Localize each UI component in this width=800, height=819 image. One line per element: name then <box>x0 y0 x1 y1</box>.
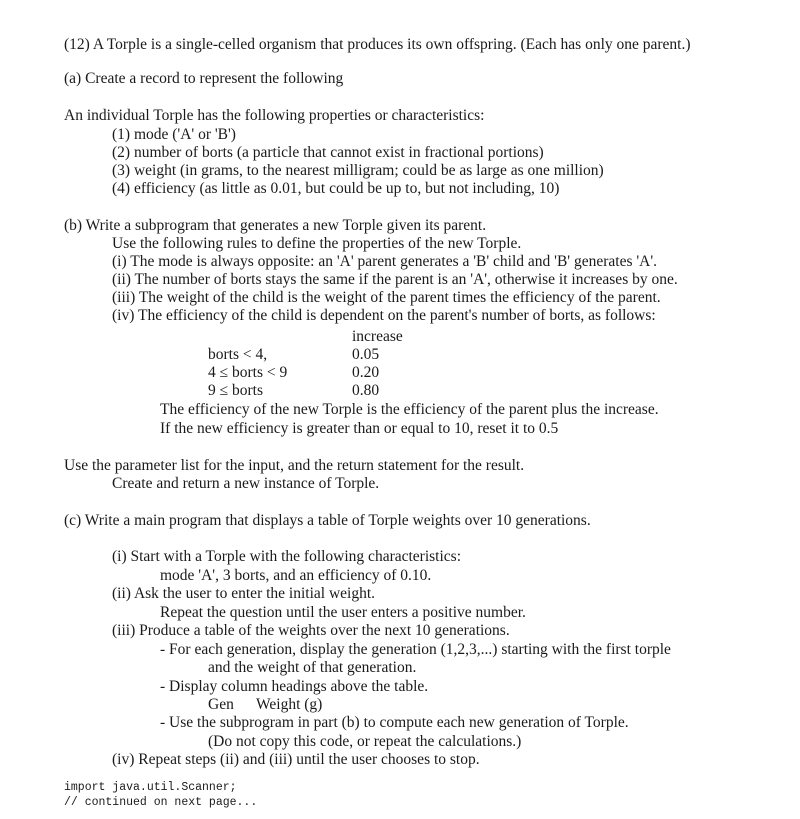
part-a-item: (1) mode ('A' or 'B') <box>112 126 236 143</box>
part-a-item: (2) number of borts (a particle that cannot exist in fractional portions) <box>112 144 544 161</box>
part-a-item: (4) efficiency (as little as 0.01, but could be up to, but not including, 10) <box>112 180 560 197</box>
question-header: (12) A Torple is a single-celled organism that produces its own offspring. (Each has only one parent.) <box>64 36 691 53</box>
increase-table-value: 0.05 <box>352 346 380 363</box>
part-b-create: Create and return a new instance of Torple. <box>112 475 380 492</box>
part-a-title: (a) Create a record to represent the following <box>64 70 344 87</box>
part-b-rule: (iv) The efficiency of the child is dependent on the parent's number of borts, as follows: <box>112 307 656 324</box>
part-c-step-detail: - For each generation, display the generation (1,2,3,...) starting with the first torple <box>160 641 671 658</box>
code-line: import java.util.Scanner; <box>64 781 237 794</box>
increase-table-value: 0.20 <box>352 364 380 381</box>
increase-table-value: 0.80 <box>352 382 380 399</box>
increase-table-condition: borts < 4, <box>208 346 268 363</box>
part-b-note: The efficiency of the new Torple is the efficiency of the parent plus the increase. <box>160 401 659 418</box>
part-b-title: (b) Write a subprogram that generates a new Torple given its parent. <box>64 217 487 234</box>
part-a-item: (3) weight (in grams, to the nearest milligram; could be as large as one million) <box>112 162 604 179</box>
part-b-note: If the new efficiency is greater than or equal to 10, reset it to 0.5 <box>160 420 559 437</box>
part-c-step-detail: - Display column headings above the table. <box>160 678 429 695</box>
part-c-step-detail: and the weight of that generation. <box>208 659 417 676</box>
part-b-rules-intro: Use the following rules to define the properties of the new Torple. <box>112 235 522 252</box>
increase-table-condition: 9 ≤ borts <box>208 382 264 399</box>
part-c-step: (ii) Ask the user to enter the initial weight. <box>112 585 376 602</box>
part-b-params: Use the parameter list for the input, and the return statement for the result. <box>64 457 525 474</box>
part-b-rule: (iii) The weight of the child is the weight of the parent times the efficiency of the parent. <box>112 289 661 306</box>
part-c-step-detail: (Do not copy this code, or repeat the calculations.) <box>208 733 522 750</box>
part-c-step-detail: mode 'A', 3 borts, and an efficiency of 0.10. <box>160 567 432 584</box>
part-a-intro: An individual Torple has the following properties or characteristics: <box>64 107 485 124</box>
part-c-step: (i) Start with a Torple with the following characteristics: <box>112 548 462 565</box>
part-c-step: (iv) Repeat steps (ii) and (iii) until the user chooses to stop. <box>112 751 480 768</box>
column-heading-gen: Gen <box>208 696 234 713</box>
column-heading-weight: Weight (g) <box>256 696 323 713</box>
part-c-step-detail: Repeat the question until the user enters a positive number. <box>160 604 526 621</box>
part-b-rule: (i) The mode is always opposite: an 'A' parent generates a 'B' child and 'B' generates 'A'. <box>112 253 658 270</box>
part-c-step: (iii) Produce a table of the weights over the next 10 generations. <box>112 622 510 639</box>
part-b-rule: (ii) The number of borts stays the same if the parent is an 'A', otherwise it increases by one. <box>112 271 678 288</box>
part-c-step-detail: - Use the subprogram in part (b) to compute each new generation of Torple. <box>160 714 629 731</box>
increase-table-header: increase <box>352 328 403 345</box>
part-c-title: (c) Write a main program that displays a table of Torple weights over 10 generations. <box>64 512 591 529</box>
increase-table-condition: 4 ≤ borts < 9 <box>208 364 288 381</box>
code-line: // continued on next page... <box>64 796 258 809</box>
